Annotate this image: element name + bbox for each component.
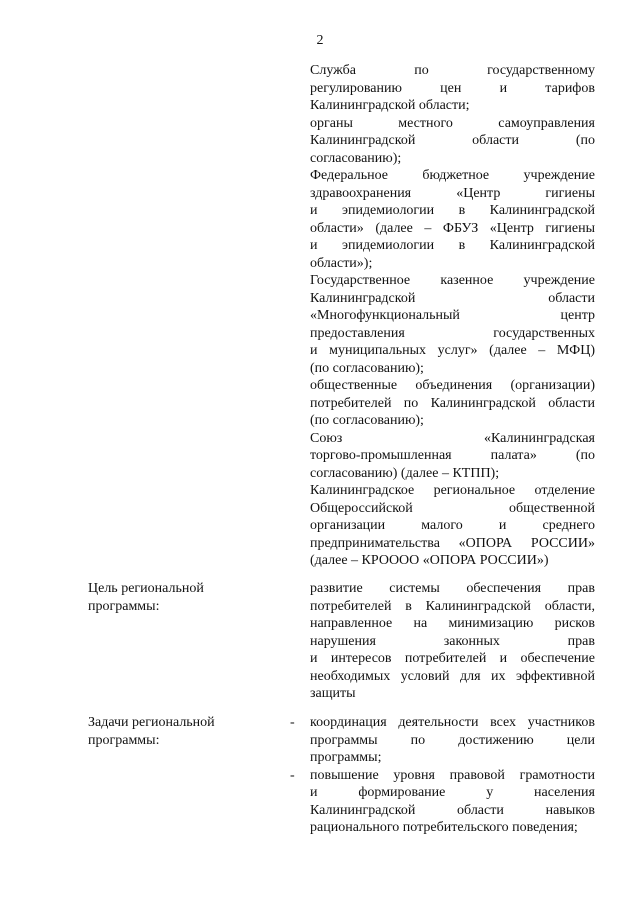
participant-line: согласованию) (далее – КТПП); — [310, 465, 500, 481]
participant-line: Союз «Калининградская — [310, 430, 595, 446]
participant-line: и муниципальных услуг» (далее – МФЦ) — [310, 343, 595, 358]
task-line: повышение уровня правовой грамотности — [310, 767, 595, 783]
participant-line: области»); — [310, 255, 373, 271]
goal-line: развитие системы обеспечения прав — [310, 581, 595, 596]
participant-line: (далее – КРОООО «ОПОРА РОССИИ») — [310, 553, 549, 568]
tasks-label — [88, 714, 278, 749]
task-line: рационального потребительского поведения; — [310, 820, 578, 835]
participant-line: торгово-промышленная палата» (по — [310, 448, 595, 463]
participant-line: предпринимательства «ОПОРА РОССИИ» — [310, 535, 595, 551]
participant-entry — [310, 482, 595, 570]
participant-line: (по согласованию); — [310, 360, 424, 376]
participant-entry — [310, 167, 595, 272]
task-line: программы; — [310, 750, 382, 765]
participant-line: Калининградской области; — [310, 98, 470, 113]
tasks-label-line: Задачи региональной — [88, 715, 215, 730]
task-line: и формирование у населения — [310, 785, 595, 800]
participant-line: Калининградской области (по — [310, 133, 595, 148]
participant-line: Федеральное бюджетное учреждение — [310, 168, 595, 183]
participant-line: здравоохранения «Центр гигиены — [310, 185, 595, 201]
task-dash: - — [290, 715, 295, 730]
participant-line: потребителей по Калининградской области — [310, 395, 595, 411]
goal-line: необходимых условий для их эффективной — [310, 668, 595, 684]
participants-list — [310, 62, 595, 570]
goal-label-line: Цель региональной — [88, 581, 204, 596]
participant-line: согласованию); — [310, 150, 402, 166]
goal-text — [310, 580, 595, 703]
participant-line: Общероссийской общественной — [310, 500, 595, 516]
goal-line: защиты — [310, 686, 356, 701]
participant-entry — [310, 115, 595, 168]
participant-line: организации малого и среднего — [310, 518, 595, 533]
participant-entry — [310, 377, 595, 430]
goal-line: и интересов потребителей и обеспечение — [310, 651, 595, 666]
participant-line: Калининградское региональное отделение — [310, 483, 595, 498]
participant-entry — [310, 272, 595, 377]
participant-line: и эпидемиологии в Калининградской — [310, 203, 595, 218]
participant-line: Государственное казенное учреждение — [310, 273, 595, 288]
task-line: программы по достижению цели — [310, 732, 595, 748]
participant-line: и эпидемиологии в Калининградской — [310, 238, 595, 253]
participant-line: Калининградской области — [310, 290, 595, 306]
participant-entry — [310, 430, 595, 483]
page-number: 2 — [316, 33, 324, 48]
participant-line: Служба по государственному — [310, 63, 595, 78]
participant-line: предоставления государственных — [310, 325, 595, 341]
participant-line: регулированию цен и тарифов — [310, 80, 595, 96]
task-item — [310, 714, 595, 767]
task-dash: - — [290, 767, 295, 783]
goal-label — [88, 580, 278, 615]
participant-line: области» (далее – ФБУЗ «Центр гигиены — [310, 220, 595, 236]
task-line: Калининградской области навыков — [310, 802, 595, 818]
goal-line: нарушения законных прав — [310, 633, 595, 649]
participant-line: органы местного самоуправления — [310, 115, 595, 131]
tasks-label-line: программы: — [88, 732, 160, 748]
task-line: координация деятельности всех участников — [310, 715, 595, 730]
task-item — [310, 767, 595, 837]
participant-entry — [310, 62, 595, 115]
participant-line: (по согласованию); — [310, 413, 424, 428]
goal-label-line: программы: — [88, 598, 160, 614]
goal-line: потребителей в Калининградской области, — [310, 598, 595, 614]
participant-line: «Многофункциональный центр — [310, 308, 595, 323]
goal-line: направленное на минимизацию рисков — [310, 616, 595, 631]
participant-line: общественные объединения (организации) — [310, 378, 595, 393]
